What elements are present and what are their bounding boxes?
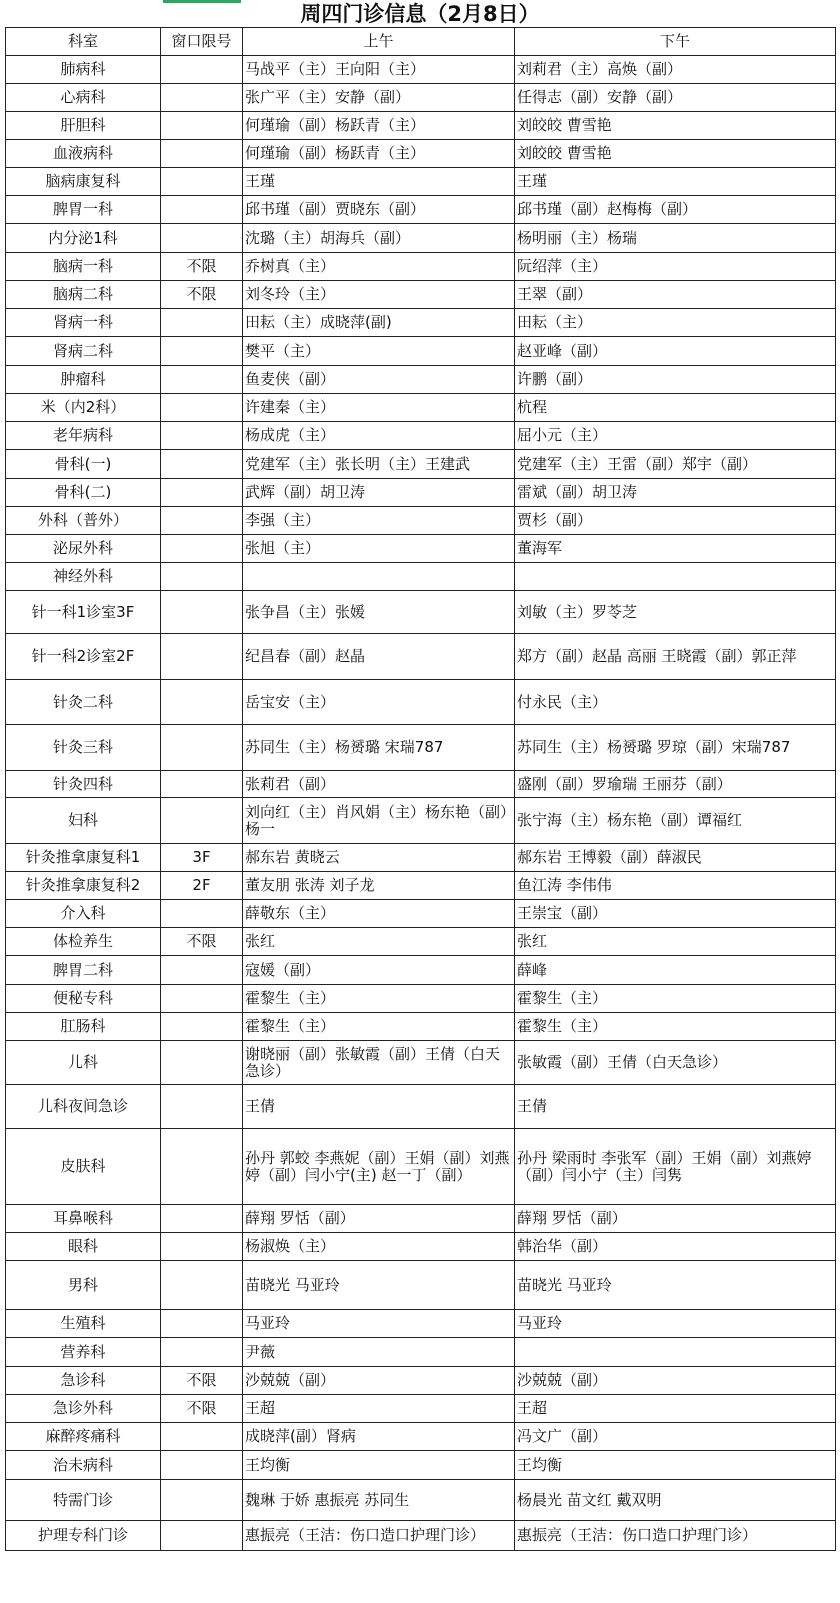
dept-cell: 眼科 (6, 1233, 161, 1261)
table-row (6, 956, 836, 985)
dept-cell: 急诊科 (6, 1367, 161, 1395)
table-row (6, 1041, 836, 1085)
window-limit-cell (161, 1013, 243, 1041)
morning-cell: 薛敬东（主） (243, 900, 515, 928)
table-row (6, 422, 836, 450)
afternoon-cell: 王均衡 (515, 1451, 836, 1480)
dept-cell: 泌尿外科 (6, 535, 161, 563)
afternoon-cell: 贾杉（副） (515, 507, 836, 535)
morning-cell: 霍黎生（主） (243, 1013, 515, 1041)
window-limit-cell (161, 1129, 243, 1205)
dept-cell: 针灸推拿康复科2 (6, 872, 161, 900)
afternoon-cell: 沙兢兢（副） (515, 1367, 836, 1395)
morning-cell: 霍黎生（主） (243, 985, 515, 1013)
window-limit-cell (161, 507, 243, 535)
window-limit-cell (161, 84, 243, 112)
afternoon-cell: 薛翔 罗恬（副） (515, 1205, 836, 1233)
window-limit-cell (161, 309, 243, 337)
table-row (6, 1338, 836, 1367)
table-row (6, 680, 836, 725)
table-row (6, 844, 836, 872)
table-row (6, 985, 836, 1013)
window-limit-cell (161, 168, 243, 196)
morning-cell: 乔树真（主） (243, 253, 515, 281)
window-limit-cell (161, 1423, 243, 1451)
dept-cell: 脑病二科 (6, 281, 161, 309)
window-limit-cell: 3F (161, 844, 243, 872)
window-limit-cell (161, 196, 243, 224)
dept-cell: 针灸推拿康复科1 (6, 844, 161, 872)
dept-cell: 肿瘤科 (6, 366, 161, 394)
morning-cell: 田耘（主）成晓萍(副) (243, 309, 515, 337)
morning-cell: 郝东岩 黄晓云 (243, 844, 515, 872)
table-row (6, 1310, 836, 1338)
dept-cell: 耳鼻喉科 (6, 1205, 161, 1233)
afternoon-cell: 苏同生（主）杨赟璐 罗琼（副）宋瑞787 (515, 725, 836, 771)
table-row (6, 1261, 836, 1310)
morning-cell: 苗晓光 马亚玲 (243, 1261, 515, 1310)
afternoon-cell: 阮绍萍（主） (515, 253, 836, 281)
morning-cell: 谢晓丽（副）张敏霞（副）王倩（白天急诊） (243, 1041, 515, 1085)
afternoon-cell: 惠振亮（王洁：伤口造口护理门诊） (515, 1521, 836, 1551)
table-row (6, 634, 836, 680)
dept-cell: 肺病科 (6, 56, 161, 84)
window-limit-cell (161, 112, 243, 140)
morning-cell: 沙兢兢（副） (243, 1367, 515, 1395)
dept-cell: 急诊外科 (6, 1395, 161, 1423)
afternoon-cell: 邱书瑾（副）赵梅梅（副） (515, 196, 836, 224)
afternoon-cell: 郑方（副）赵晶 高丽 王晓霞（副）郭正萍 (515, 634, 836, 680)
morning-cell: 樊平（主） (243, 337, 515, 366)
morning-cell: 沈璐（主）胡海兵（副） (243, 224, 515, 253)
window-limit-cell (161, 535, 243, 563)
dept-cell: 脾胃一科 (6, 196, 161, 224)
afternoon-cell: 张红 (515, 928, 836, 956)
afternoon-cell: 王倩 (515, 1085, 836, 1129)
table-row (6, 112, 836, 140)
window-limit-cell (161, 1205, 243, 1233)
table-row (6, 1367, 836, 1395)
window-limit-cell (161, 680, 243, 725)
morning-cell: 杨淑焕（主） (243, 1233, 515, 1261)
dept-cell: 护理专科门诊 (6, 1521, 161, 1551)
dept-cell: 皮肤科 (6, 1129, 161, 1205)
window-limit-cell (161, 725, 243, 771)
table-row (6, 1233, 836, 1261)
table-row (6, 1521, 836, 1551)
morning-cell: 刘向红（主）肖风娟（主）杨东艳（副）杨一 (243, 798, 515, 844)
header-dept: 科室 (6, 28, 161, 56)
dept-cell: 脑病一科 (6, 253, 161, 281)
table-row (6, 1451, 836, 1480)
dept-cell: 老年病科 (6, 422, 161, 450)
afternoon-cell: 鱼江涛 李伟伟 (515, 872, 836, 900)
table-row (6, 140, 836, 168)
window-limit-cell (161, 450, 243, 479)
window-limit-cell (161, 563, 243, 591)
dept-cell: 内分泌1科 (6, 224, 161, 253)
morning-cell: 王超 (243, 1395, 515, 1423)
afternoon-cell: 付永民（主） (515, 680, 836, 725)
afternoon-cell: 孙丹 梁雨时 李张军（副）王娟（副）刘燕婷（副）闫小宁（主）闫隽 (515, 1129, 836, 1205)
afternoon-cell: 苗晓光 马亚玲 (515, 1261, 836, 1310)
table-row (6, 450, 836, 479)
afternoon-cell: 马亚玲 (515, 1310, 836, 1338)
dept-cell: 脾胃二科 (6, 956, 161, 985)
window-limit-cell (161, 1310, 243, 1338)
table-row (6, 1013, 836, 1041)
window-limit-cell (161, 422, 243, 450)
afternoon-cell: 王瑾 (515, 168, 836, 196)
afternoon-cell: 杨明丽（主）杨瑞 (515, 224, 836, 253)
table-row (6, 168, 836, 196)
afternoon-cell: 刘敏（主）罗苓芝 (515, 591, 836, 634)
window-limit-cell (161, 337, 243, 366)
window-limit-cell (161, 1233, 243, 1261)
morning-cell: 许建秦（主） (243, 394, 515, 422)
afternoon-cell: 许鹏（副） (515, 366, 836, 394)
dept-cell: 儿科夜间急诊 (6, 1085, 161, 1129)
afternoon-cell: 杭程 (515, 394, 836, 422)
morning-cell: 尹薇 (243, 1338, 515, 1367)
dept-cell: 针一科1诊室3F (6, 591, 161, 634)
morning-cell (243, 563, 515, 591)
table-row (6, 281, 836, 309)
table-row (6, 1085, 836, 1129)
table-row (6, 224, 836, 253)
dept-cell: 儿科 (6, 1041, 161, 1085)
morning-cell: 张旭（主） (243, 535, 515, 563)
window-limit-cell: 不限 (161, 1395, 243, 1423)
afternoon-cell: 杨晨光 苗文红 戴双明 (515, 1480, 836, 1521)
afternoon-cell: 张宁海（主）杨东艳（副）谭福红 (515, 798, 836, 844)
page-title: 周四门诊信息（2月8日） (300, 2, 540, 26)
afternoon-cell: 王崇宝（副） (515, 900, 836, 928)
window-limit-cell (161, 798, 243, 844)
dept-cell: 针灸四科 (6, 771, 161, 798)
header-morning: 上午 (243, 28, 515, 56)
table-row (6, 1205, 836, 1233)
morning-cell: 惠振亮（王洁：伤口造口护理门诊） (243, 1521, 515, 1551)
afternoon-cell: 任得志（副）安静（副） (515, 84, 836, 112)
morning-cell: 纪昌春（副）赵晶 (243, 634, 515, 680)
dept-cell: 血液病科 (6, 140, 161, 168)
table-row (6, 872, 836, 900)
morning-cell: 董友朋 张涛 刘子龙 (243, 872, 515, 900)
afternoon-cell: 刘皎皎 曹雪艳 (515, 140, 836, 168)
table-header-row (6, 28, 836, 56)
dept-cell: 骨科(一) (6, 450, 161, 479)
afternoon-cell: 张敏霞（副）王倩（白天急诊） (515, 1041, 836, 1085)
window-limit-cell (161, 1261, 243, 1310)
table-row (6, 591, 836, 634)
table-row (6, 196, 836, 224)
header-afternoon: 下午 (515, 28, 836, 56)
dept-cell: 针灸二科 (6, 680, 161, 725)
window-limit-cell (161, 1451, 243, 1480)
window-limit-cell (161, 1480, 243, 1521)
afternoon-cell: 盛刚（副）罗瑜瑞 王丽芬（副） (515, 771, 836, 798)
morning-cell: 孙丹 郭蛟 李燕妮（副）王娟（副）刘燕婷（副）闫小宁(主) 赵一丁（副） (243, 1129, 515, 1205)
morning-cell: 鱼麦侠（副） (243, 366, 515, 394)
table-row (6, 337, 836, 366)
morning-cell: 成晓萍(副）肾病 (243, 1423, 515, 1451)
morning-cell: 何瑾瑜（副）杨跃青（主） (243, 112, 515, 140)
window-limit-cell (161, 394, 243, 422)
window-limit-cell (161, 591, 243, 634)
afternoon-cell (515, 563, 836, 591)
table-row (6, 1395, 836, 1423)
table-row (6, 563, 836, 591)
window-limit-cell (161, 1085, 243, 1129)
afternoon-cell: 刘莉君（主）高焕（副） (515, 56, 836, 84)
afternoon-cell: 党建军（主）王雷（副）郑宇（副） (515, 450, 836, 479)
window-limit-cell (161, 900, 243, 928)
table-row (6, 725, 836, 771)
dept-cell: 肾病一科 (6, 309, 161, 337)
table-row (6, 535, 836, 563)
dept-cell: 体检养生 (6, 928, 161, 956)
window-limit-cell: 2F (161, 872, 243, 900)
morning-cell: 王倩 (243, 1085, 515, 1129)
table-row (6, 798, 836, 844)
table-row (6, 56, 836, 84)
table-row (6, 366, 836, 394)
morning-cell: 王均衡 (243, 1451, 515, 1480)
window-limit-cell (161, 985, 243, 1013)
dept-cell: 营养科 (6, 1338, 161, 1367)
window-limit-cell (161, 956, 243, 985)
morning-cell: 武辉（副）胡卫涛 (243, 479, 515, 507)
dept-cell: 心病科 (6, 84, 161, 112)
morning-cell: 李强（主） (243, 507, 515, 535)
afternoon-cell: 雷斌（副）胡卫涛 (515, 479, 836, 507)
morning-cell: 杨成虎（主） (243, 422, 515, 450)
morning-cell: 何瑾瑜（副）杨跃青（主） (243, 140, 515, 168)
window-limit-cell (161, 1041, 243, 1085)
window-limit-cell (161, 1338, 243, 1367)
afternoon-cell (515, 1338, 836, 1367)
morning-cell: 寇媛（副） (243, 956, 515, 985)
afternoon-cell: 赵亚峰（副） (515, 337, 836, 366)
dept-cell: 妇科 (6, 798, 161, 844)
window-limit-cell (161, 634, 243, 680)
dept-cell: 男科 (6, 1261, 161, 1310)
morning-cell: 马亚玲 (243, 1310, 515, 1338)
window-limit-cell (161, 366, 243, 394)
window-limit-cell (161, 1521, 243, 1551)
window-limit-cell (161, 56, 243, 84)
window-limit-cell: 不限 (161, 928, 243, 956)
table-row (6, 84, 836, 112)
table-row (6, 1480, 836, 1521)
morning-cell: 薛翔 罗恬（副） (243, 1205, 515, 1233)
window-limit-cell (161, 224, 243, 253)
morning-cell: 岳宝安（主） (243, 680, 515, 725)
table-row (6, 928, 836, 956)
dept-cell: 介入科 (6, 900, 161, 928)
afternoon-cell: 韩治华（副） (515, 1233, 836, 1261)
dept-cell: 肾病二科 (6, 337, 161, 366)
afternoon-cell: 冯文广（副） (515, 1423, 836, 1451)
morning-cell: 邱书瑾（副）贾晓东（副） (243, 196, 515, 224)
morning-cell: 刘冬玲（主） (243, 281, 515, 309)
dept-cell: 生殖科 (6, 1310, 161, 1338)
dept-cell: 骨科(二) (6, 479, 161, 507)
window-limit-cell (161, 771, 243, 798)
morning-cell: 马战平（主）王向阳（主） (243, 56, 515, 84)
table-row (6, 1129, 836, 1205)
window-limit-cell (161, 479, 243, 507)
table-row (6, 1423, 836, 1451)
afternoon-cell: 田耘（主） (515, 309, 836, 337)
dept-cell: 肛肠科 (6, 1013, 161, 1041)
afternoon-cell: 王翠（副） (515, 281, 836, 309)
afternoon-cell: 刘皎皎 曹雪艳 (515, 112, 836, 140)
window-limit-cell: 不限 (161, 281, 243, 309)
dept-cell: 麻醉疼痛科 (6, 1423, 161, 1451)
dept-cell: 脑病康复科 (6, 168, 161, 196)
dept-cell: 肝胆科 (6, 112, 161, 140)
morning-cell: 张争昌（主）张媛 (243, 591, 515, 634)
table-row (6, 900, 836, 928)
table-row (6, 253, 836, 281)
table-row (6, 394, 836, 422)
table-row (6, 771, 836, 798)
window-limit-cell: 不限 (161, 1367, 243, 1395)
dept-cell: 外科（普外） (6, 507, 161, 535)
dept-cell: 便秘专科 (6, 985, 161, 1013)
dept-cell: 针灸三科 (6, 725, 161, 771)
morning-cell: 王瑾 (243, 168, 515, 196)
morning-cell: 张莉君（副） (243, 771, 515, 798)
schedule-table (5, 27, 836, 1551)
morning-cell: 张红 (243, 928, 515, 956)
afternoon-cell: 霍黎生（主） (515, 985, 836, 1013)
afternoon-cell: 霍黎生（主） (515, 1013, 836, 1041)
window-limit-cell (161, 140, 243, 168)
afternoon-cell: 屈小元（主） (515, 422, 836, 450)
table-row (6, 507, 836, 535)
afternoon-cell: 王超 (515, 1395, 836, 1423)
dept-cell: 针一科2诊室2F (6, 634, 161, 680)
dept-cell: 神经外科 (6, 563, 161, 591)
table-row (6, 479, 836, 507)
dept-cell: 特需门诊 (6, 1480, 161, 1521)
morning-cell: 苏同生（主）杨赟璐 宋瑞787 (243, 725, 515, 771)
header-window-limit: 窗口限号 (161, 28, 243, 56)
afternoon-cell: 薛峰 (515, 956, 836, 985)
window-limit-cell: 不限 (161, 253, 243, 281)
dept-cell: 治未病科 (6, 1451, 161, 1480)
morning-cell: 魏琳 于娇 惠振亮 苏同生 (243, 1480, 515, 1521)
dept-cell: 米（内2科） (6, 394, 161, 422)
morning-cell: 党建军（主）张长明（主）王建武 (243, 450, 515, 479)
table-row (6, 309, 836, 337)
morning-cell: 张广平（主）安静（副） (243, 84, 515, 112)
afternoon-cell: 郝东岩 王博毅（副）薛淑民 (515, 844, 836, 872)
afternoon-cell: 董海军 (515, 535, 836, 563)
